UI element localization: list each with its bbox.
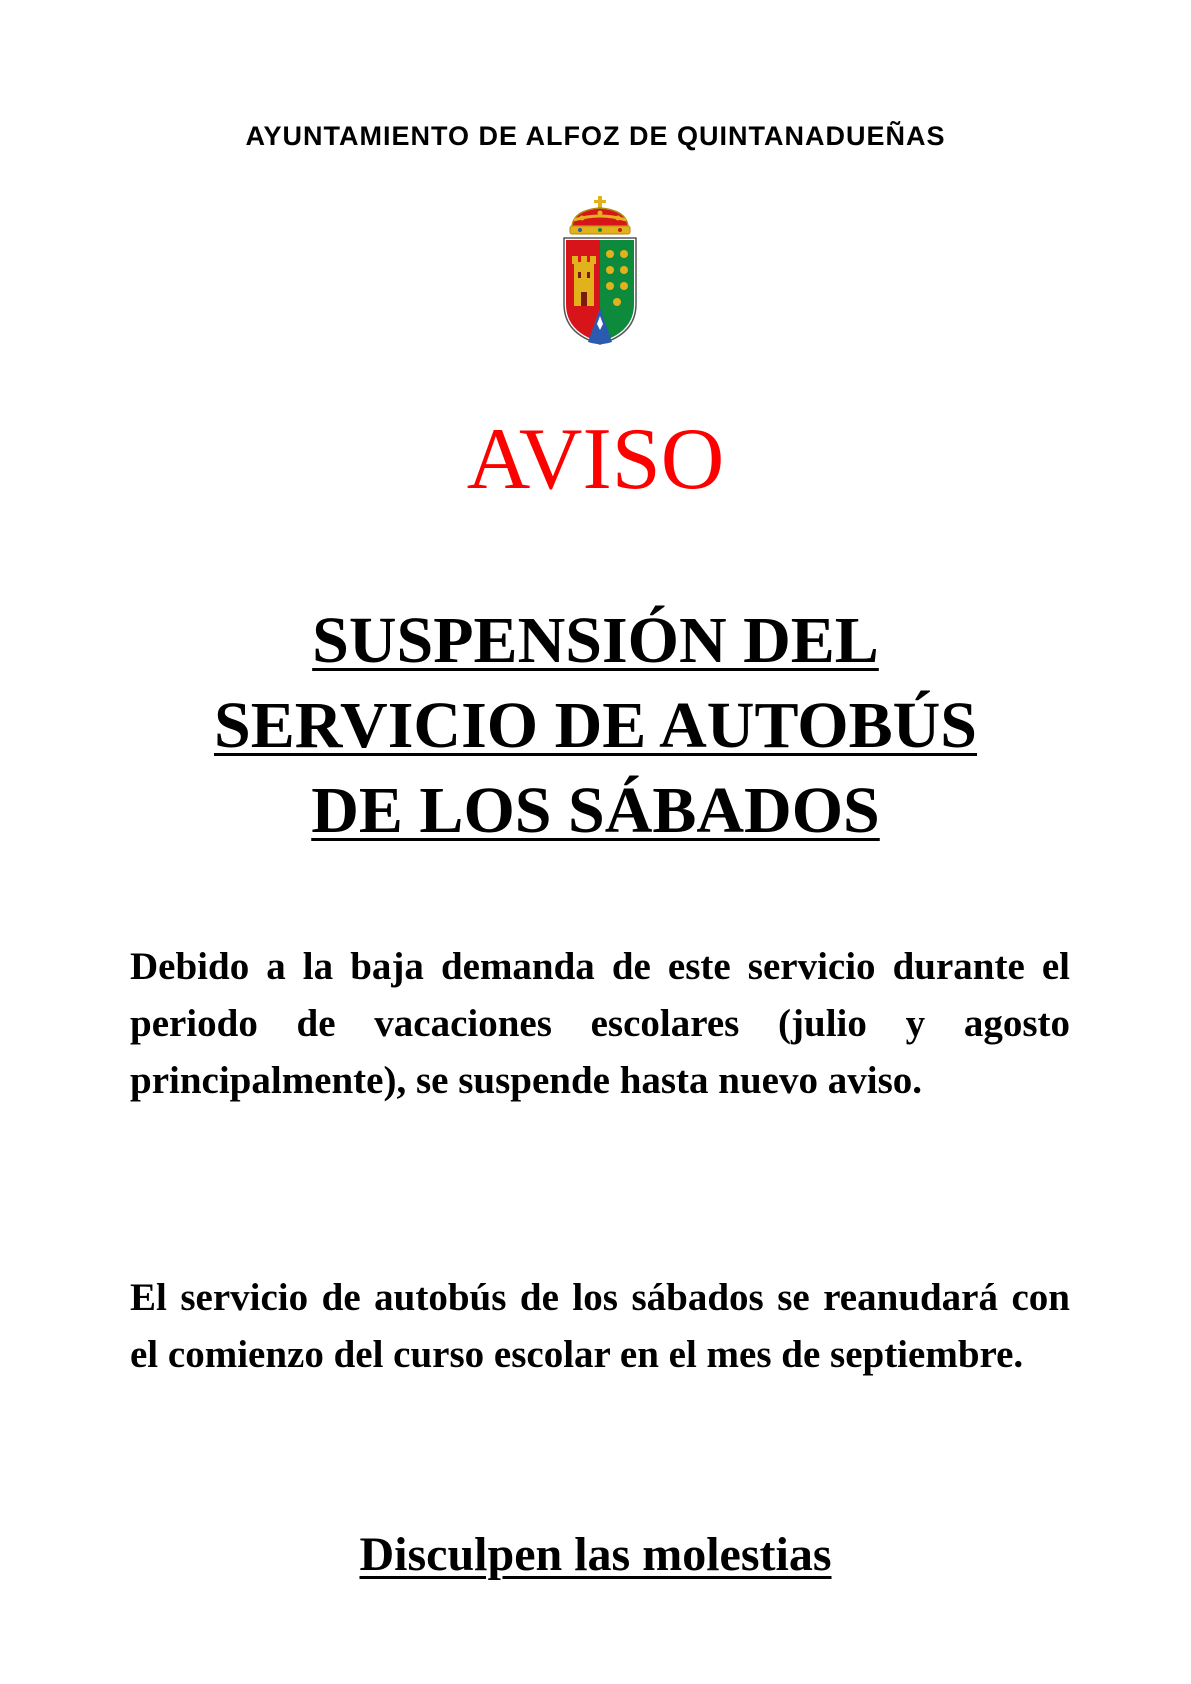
headline-line: SERVICIO DE AUTOBÚS xyxy=(213,689,978,762)
closing-apology: Disculpen las molestias xyxy=(359,1528,832,1581)
notice-label: AVISO xyxy=(466,411,725,508)
notice-paragraph-reason: Debido a la baja demanda de este servicio durante el periodo de vacaciones escolares (julio y agosto principalmente), se suspende hasta nuevo aviso. xyxy=(130,945,1070,1102)
headline-line: SUSPENSIÓN DEL xyxy=(312,604,879,677)
coat-of-arms-icon xyxy=(560,196,640,346)
headline-line: DE LOS SÁBADOS xyxy=(311,774,880,847)
notice-paragraph-resumption: El servicio de autobús de los sábados se reanudará con el comienzo del curso escolar en el mes de septiembre. xyxy=(130,1276,1070,1376)
council-name: AYUNTAMIENTO DE ALFOZ DE QUINTANADUEÑAS xyxy=(245,121,946,151)
notice-headline xyxy=(0,598,1191,853)
